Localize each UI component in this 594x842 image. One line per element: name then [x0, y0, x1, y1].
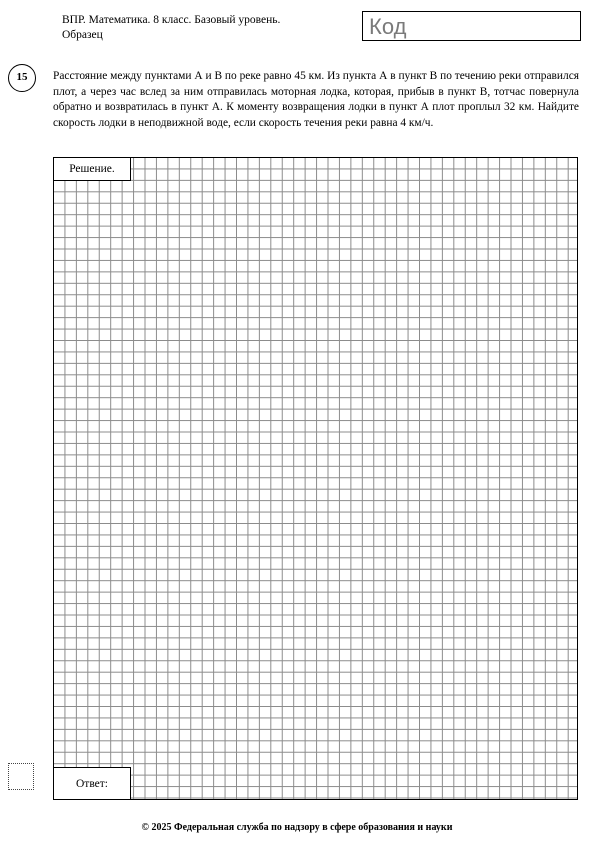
solution-grid[interactable] — [53, 157, 578, 800]
header-line-1: ВПР. Математика. 8 класс. Базовый уровень. — [62, 14, 281, 26]
footer-copyright: © 2025 Федеральная служба по надзору в сфере образования и науки — [141, 822, 453, 833]
header-title — [62, 13, 280, 43]
score-box[interactable] — [8, 763, 34, 790]
answer-label: Ответ: — [54, 767, 131, 800]
header-line-2: Образец — [62, 29, 103, 41]
task-number-badge: 15 — [8, 64, 36, 92]
solution-label: Решение. — [54, 158, 131, 181]
code-field[interactable] — [362, 11, 581, 41]
task-statement: Расстояние между пунктами А и В по реке равно 45 км. Из пункта А в пункт В по течению реки отправился плот, а через час вслед за ним отправилась моторная лодка, которая, прибыв в пункт В, тотчас повернула обратно и возвратилась в пункт А. К моменту возвращения лодки в пункт А плот проплыл 32 км. Найдите скорость лодки в неподвижной воде, если скорость течения реки равна 4 км/ч. — [53, 70, 579, 129]
code-label: Код — [369, 14, 407, 39]
